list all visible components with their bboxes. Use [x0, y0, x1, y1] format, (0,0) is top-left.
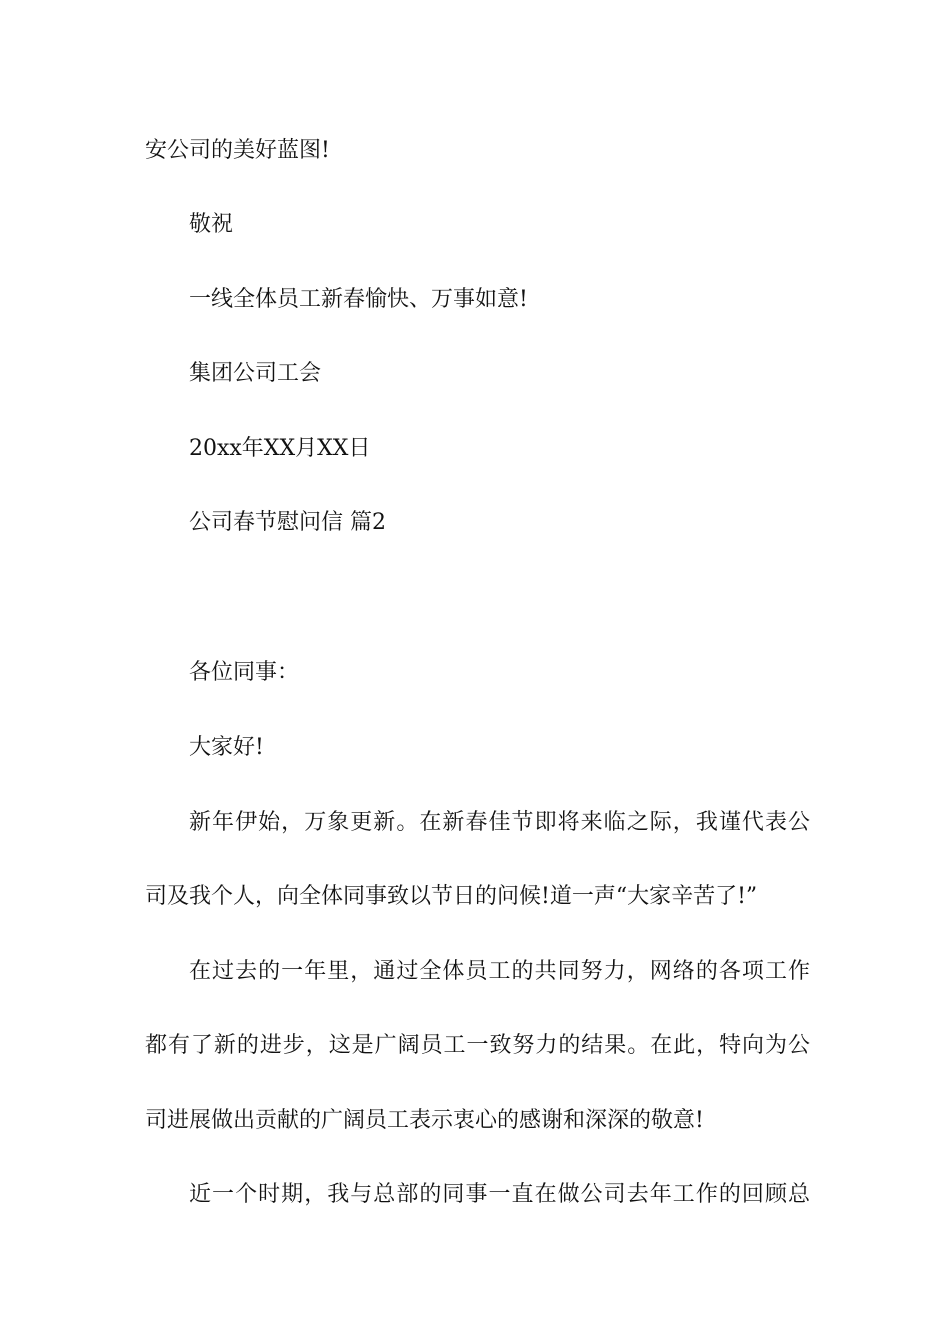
- date-line: 20xx年XX月XX日: [189, 436, 371, 461]
- salutation: 各位同事：: [189, 660, 300, 685]
- greeting: 大家好!: [189, 735, 264, 760]
- text-line: 一线全体员工新春愉快、万事如意!: [189, 287, 528, 312]
- paragraph-line: 司及我个人，向全体同事致以节日的问候!道一声“大家辛苦了!”: [145, 884, 758, 909]
- text-line: 敬祝: [189, 212, 234, 237]
- text-line: 安公司的美好蓝图!: [145, 138, 330, 163]
- paragraph-line: 都有了新的进步，这是广阔员工一致努力的结果。在此，特向为公: [145, 1033, 810, 1058]
- paragraph-line: 近一个时期，我与总部的同事一直在做公司去年工作的回顾总: [189, 1182, 810, 1207]
- paragraph-line: 在过去的一年里，通过全体员工的共同努力，网络的各项工作: [189, 959, 810, 984]
- text-line: 集团公司工会: [189, 361, 322, 386]
- paragraph-line: 新年伊始，万象更新。在新春佳节即将来临之际，我谨代表公: [189, 810, 810, 835]
- section-heading: 公司春节慰问信 篇2: [189, 510, 386, 535]
- paragraph-line: 司进展做出贡献的广阔员工表示衷心的感谢和深深的敬意!: [145, 1108, 704, 1133]
